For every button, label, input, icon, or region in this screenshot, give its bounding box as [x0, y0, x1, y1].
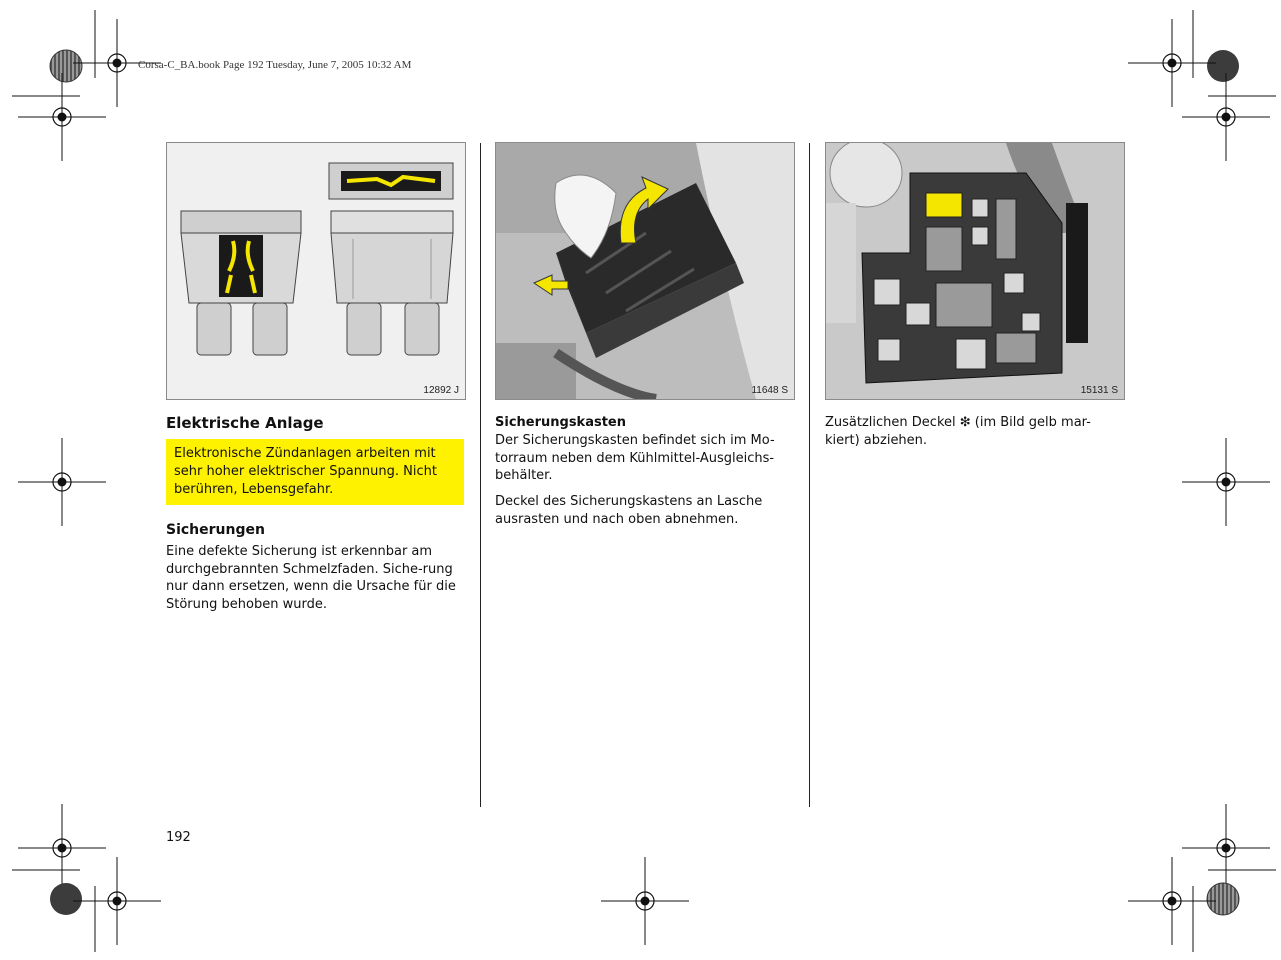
fuse-box-lid-photo-icon — [496, 143, 794, 399]
paragraph-additional-cover: Zusätzlichen Deckel ❇ (im Bild gelb mar-kiert) abziehen. — [825, 415, 1091, 448]
column-divider — [480, 143, 481, 807]
figure-fuse-box-open — [825, 142, 1125, 400]
page-number: 192 — [166, 830, 191, 845]
figure-fuse-box-lid — [495, 142, 795, 400]
warning-box: Elektronische Zündanlagen arbeiten mit sehr hoher elektrischer Spannung. Nicht berühren, Lebensgefahr. — [166, 439, 464, 505]
sub-heading-sicherungskasten: Sicherungskasten — [495, 415, 627, 430]
figure-code: 12892 J — [423, 385, 459, 396]
section-heading-elektrische-anlage: Elektrische Anlage — [166, 414, 324, 432]
fuse-illustration-icon — [167, 143, 465, 399]
paragraph-remove-cover: Deckel des Sicherungskastens an Lasche ausrasten und nach oben abnehmen. — [495, 494, 763, 527]
figure-code: 11648 S — [751, 385, 788, 396]
color-bar-icon — [1207, 50, 1239, 82]
color-bar-icon — [50, 883, 82, 915]
paragraph-location: Der Sicherungskasten befindet sich im Mo-torraum neben dem Kühlmittel-Ausgleichs-behälter. — [495, 433, 775, 483]
print-header: Corsa-C_BA.book Page 192 Tuesday, June 7, 2005 10:32 AM — [138, 59, 412, 71]
figure-fuse — [166, 142, 466, 400]
column-divider — [809, 143, 810, 807]
figure-code: 15131 S — [1080, 385, 1118, 396]
paragraph-sicherungen: Eine defekte Sicherung ist erkennbar am durchgebrannten Schmelzfaden. Siche-rung nur dann ersetzen, wenn die Ursache für die Störung behoben wurde. — [166, 544, 456, 612]
sub-heading-sicherungen: Sicherungen — [166, 522, 265, 538]
fuse-box-open-photo-icon — [826, 143, 1124, 399]
